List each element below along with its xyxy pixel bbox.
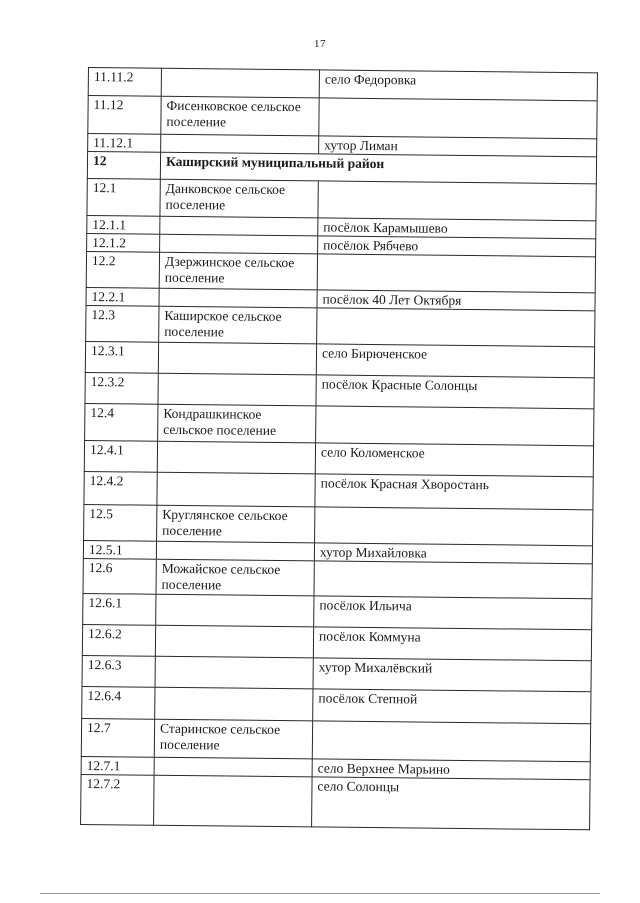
row-code: 12.7.2 bbox=[81, 774, 155, 825]
row-code: 12.4 bbox=[85, 403, 158, 441]
row-code: 11.12.1 bbox=[88, 134, 161, 153]
row-code: 12.1.1 bbox=[87, 215, 160, 234]
row-locality: село Солонцы bbox=[312, 777, 591, 830]
row-code: 12 bbox=[87, 152, 160, 180]
row-code: 12.2.1 bbox=[86, 287, 159, 306]
row-settlement bbox=[161, 134, 319, 154]
table-row bbox=[84, 504, 593, 545]
row-code: 12.4.1 bbox=[84, 440, 157, 472]
row-settlement bbox=[156, 541, 314, 561]
row-code: 12.6.4 bbox=[82, 686, 155, 719]
row-settlement bbox=[159, 288, 317, 308]
table-row bbox=[87, 178, 596, 220]
row-locality bbox=[319, 98, 597, 139]
scan-edge-line bbox=[40, 893, 600, 894]
row-settlement: Кондрашкинское сельское поселение bbox=[158, 404, 316, 443]
row-settlement bbox=[154, 757, 312, 777]
row-locality: посёлок Красные Солонцы bbox=[316, 375, 594, 409]
row-locality bbox=[318, 181, 596, 221]
row-settlement: Каширское сельское поселение bbox=[159, 306, 317, 344]
table-row bbox=[85, 403, 594, 445]
table-row bbox=[83, 558, 592, 598]
row-code: 11.11.2 bbox=[88, 68, 161, 97]
row-locality: село Федоровка bbox=[319, 70, 597, 101]
row-locality: село Коломенское bbox=[315, 443, 593, 477]
row-locality: посёлок 40 Лет Октября bbox=[317, 290, 595, 311]
row-code: 12.5 bbox=[84, 504, 157, 541]
row-locality: хутор Лиман bbox=[319, 136, 597, 157]
row-settlement bbox=[157, 472, 315, 507]
row-code: 12.2 bbox=[86, 251, 159, 288]
row-locality: посёлок Красная Хворостань bbox=[315, 474, 593, 510]
row-locality bbox=[314, 561, 592, 599]
table-row bbox=[82, 686, 591, 723]
row-code: 12.6.2 bbox=[82, 624, 155, 656]
row-settlement bbox=[154, 775, 313, 827]
row-locality: село Бирюченское bbox=[316, 344, 594, 378]
row-settlement bbox=[155, 656, 313, 689]
row-settlement bbox=[155, 687, 313, 721]
row-code: 12.3.1 bbox=[85, 341, 158, 373]
row-code: 12.6.1 bbox=[83, 593, 156, 625]
row-settlement bbox=[161, 68, 319, 98]
row-settlement bbox=[160, 216, 318, 236]
row-code: 12.3 bbox=[86, 305, 159, 342]
row-settlement bbox=[156, 594, 314, 627]
row-locality: село Верхнее Марьино bbox=[312, 759, 590, 780]
row-settlement: Круглянское сельское поселение bbox=[157, 505, 315, 543]
page-number: 17 bbox=[314, 38, 326, 50]
row-settlement: Можайское сельское поселение bbox=[156, 559, 314, 596]
row-code: 12.6.3 bbox=[82, 655, 155, 687]
table-row bbox=[88, 96, 597, 139]
row-code: 12.7 bbox=[81, 718, 154, 757]
row-locality: посёлок Коммуна bbox=[313, 627, 591, 661]
settlements-table bbox=[80, 67, 598, 830]
row-locality: посёлок Карамышево bbox=[318, 218, 596, 239]
row-locality: посёлок Рябчево bbox=[318, 236, 596, 257]
row-settlement bbox=[157, 441, 315, 474]
table-row bbox=[81, 774, 590, 829]
row-code: 12.6 bbox=[83, 558, 156, 594]
row-code: 12.1.2 bbox=[87, 233, 160, 252]
row-locality: посёлок Ильича bbox=[314, 596, 592, 630]
row-settlement bbox=[158, 373, 316, 406]
table-row bbox=[86, 251, 595, 292]
row-locality: хутор Михалёвский bbox=[313, 658, 591, 692]
row-settlement bbox=[158, 342, 316, 375]
row-code: 12.7.1 bbox=[81, 756, 154, 775]
row-settlement bbox=[155, 625, 313, 658]
row-code: 12.5.1 bbox=[83, 540, 156, 559]
row-settlement bbox=[160, 234, 318, 254]
row-locality bbox=[315, 507, 593, 546]
row-settlement: Фисенковское сельское поселение bbox=[161, 96, 319, 136]
table-row bbox=[86, 305, 595, 346]
row-settlement: Данковское сельское поселение bbox=[160, 179, 318, 218]
row-code: 12.4.2 bbox=[84, 471, 157, 505]
row-code: 12.3.2 bbox=[85, 372, 158, 404]
row-locality bbox=[317, 254, 595, 293]
row-locality bbox=[312, 721, 590, 762]
row-settlement: Дзержинское сельское поселение bbox=[159, 252, 317, 290]
row-locality bbox=[317, 308, 595, 347]
row-district: Каширский муниципальный район bbox=[160, 152, 596, 184]
row-locality: хутор Михайловка bbox=[314, 543, 592, 564]
row-locality: посёлок Степной bbox=[313, 689, 591, 724]
row-code: 12.1 bbox=[87, 178, 160, 216]
row-code: 11.12 bbox=[88, 96, 161, 135]
row-settlement: Старинское сельское поселение bbox=[154, 719, 312, 759]
table-row bbox=[81, 718, 590, 761]
table-row bbox=[84, 471, 593, 509]
row-locality bbox=[316, 406, 594, 446]
